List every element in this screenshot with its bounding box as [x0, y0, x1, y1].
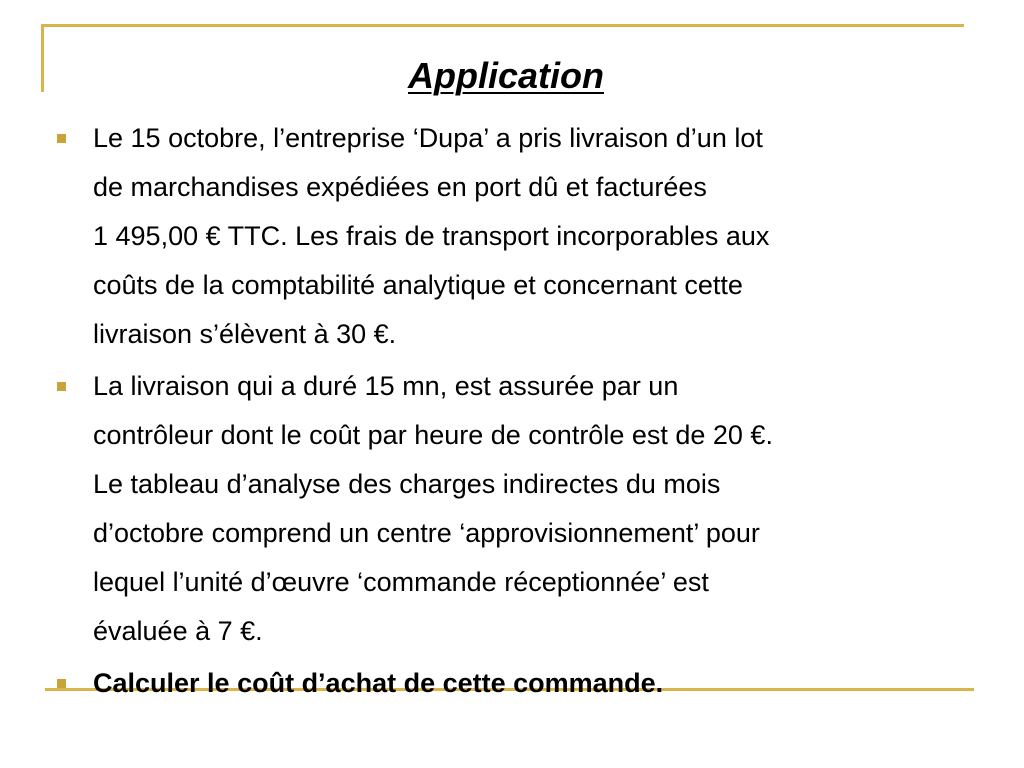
bullet-line: 1 495,00 € TTC. Les frais de transport incorporables aux	[93, 221, 770, 251]
bullet-line: La livraison qui a duré 15 mn, est assurée par un	[93, 371, 679, 401]
square-bullet-icon	[57, 134, 66, 143]
bullet-line: évaluée à 7 €.	[93, 616, 263, 646]
bullet-item-task	[56, 659, 976, 708]
bullet-line: Le 15 octobre, l’entreprise ‘Dupa’ a pris livraison d’un lot	[93, 123, 763, 153]
slide-title: Application	[408, 55, 604, 96]
bullet-line: d’octobre comprend un centre ‘approvisionnement’ pour	[93, 518, 760, 548]
bullet-line: contrôleur dont le coût par heure de contrôle est de 20 €.	[93, 420, 773, 450]
bullet-item-1	[56, 114, 976, 359]
bullet-line: de marchandises expédiées en port dû et facturées	[93, 172, 707, 202]
square-bullet-icon	[57, 382, 66, 391]
task-instruction: Calculer le coût d’achat de cette commande.	[93, 668, 664, 698]
bullet-line: livraison s’élèvent à 30 €.	[93, 319, 397, 349]
square-bullet-icon	[57, 679, 66, 688]
top-rule	[41, 24, 964, 27]
bullet-line: coûts de la comptabilité analytique et concernant cette	[93, 270, 743, 300]
bullet-line: Le tableau d’analyse des charges indirectes du mois	[93, 469, 721, 499]
bullet-line: lequel l’unité d’œuvre ‘commande réceptionnée’ est	[93, 567, 709, 597]
bullet-item-2	[56, 362, 976, 656]
bullet-list	[56, 114, 976, 711]
